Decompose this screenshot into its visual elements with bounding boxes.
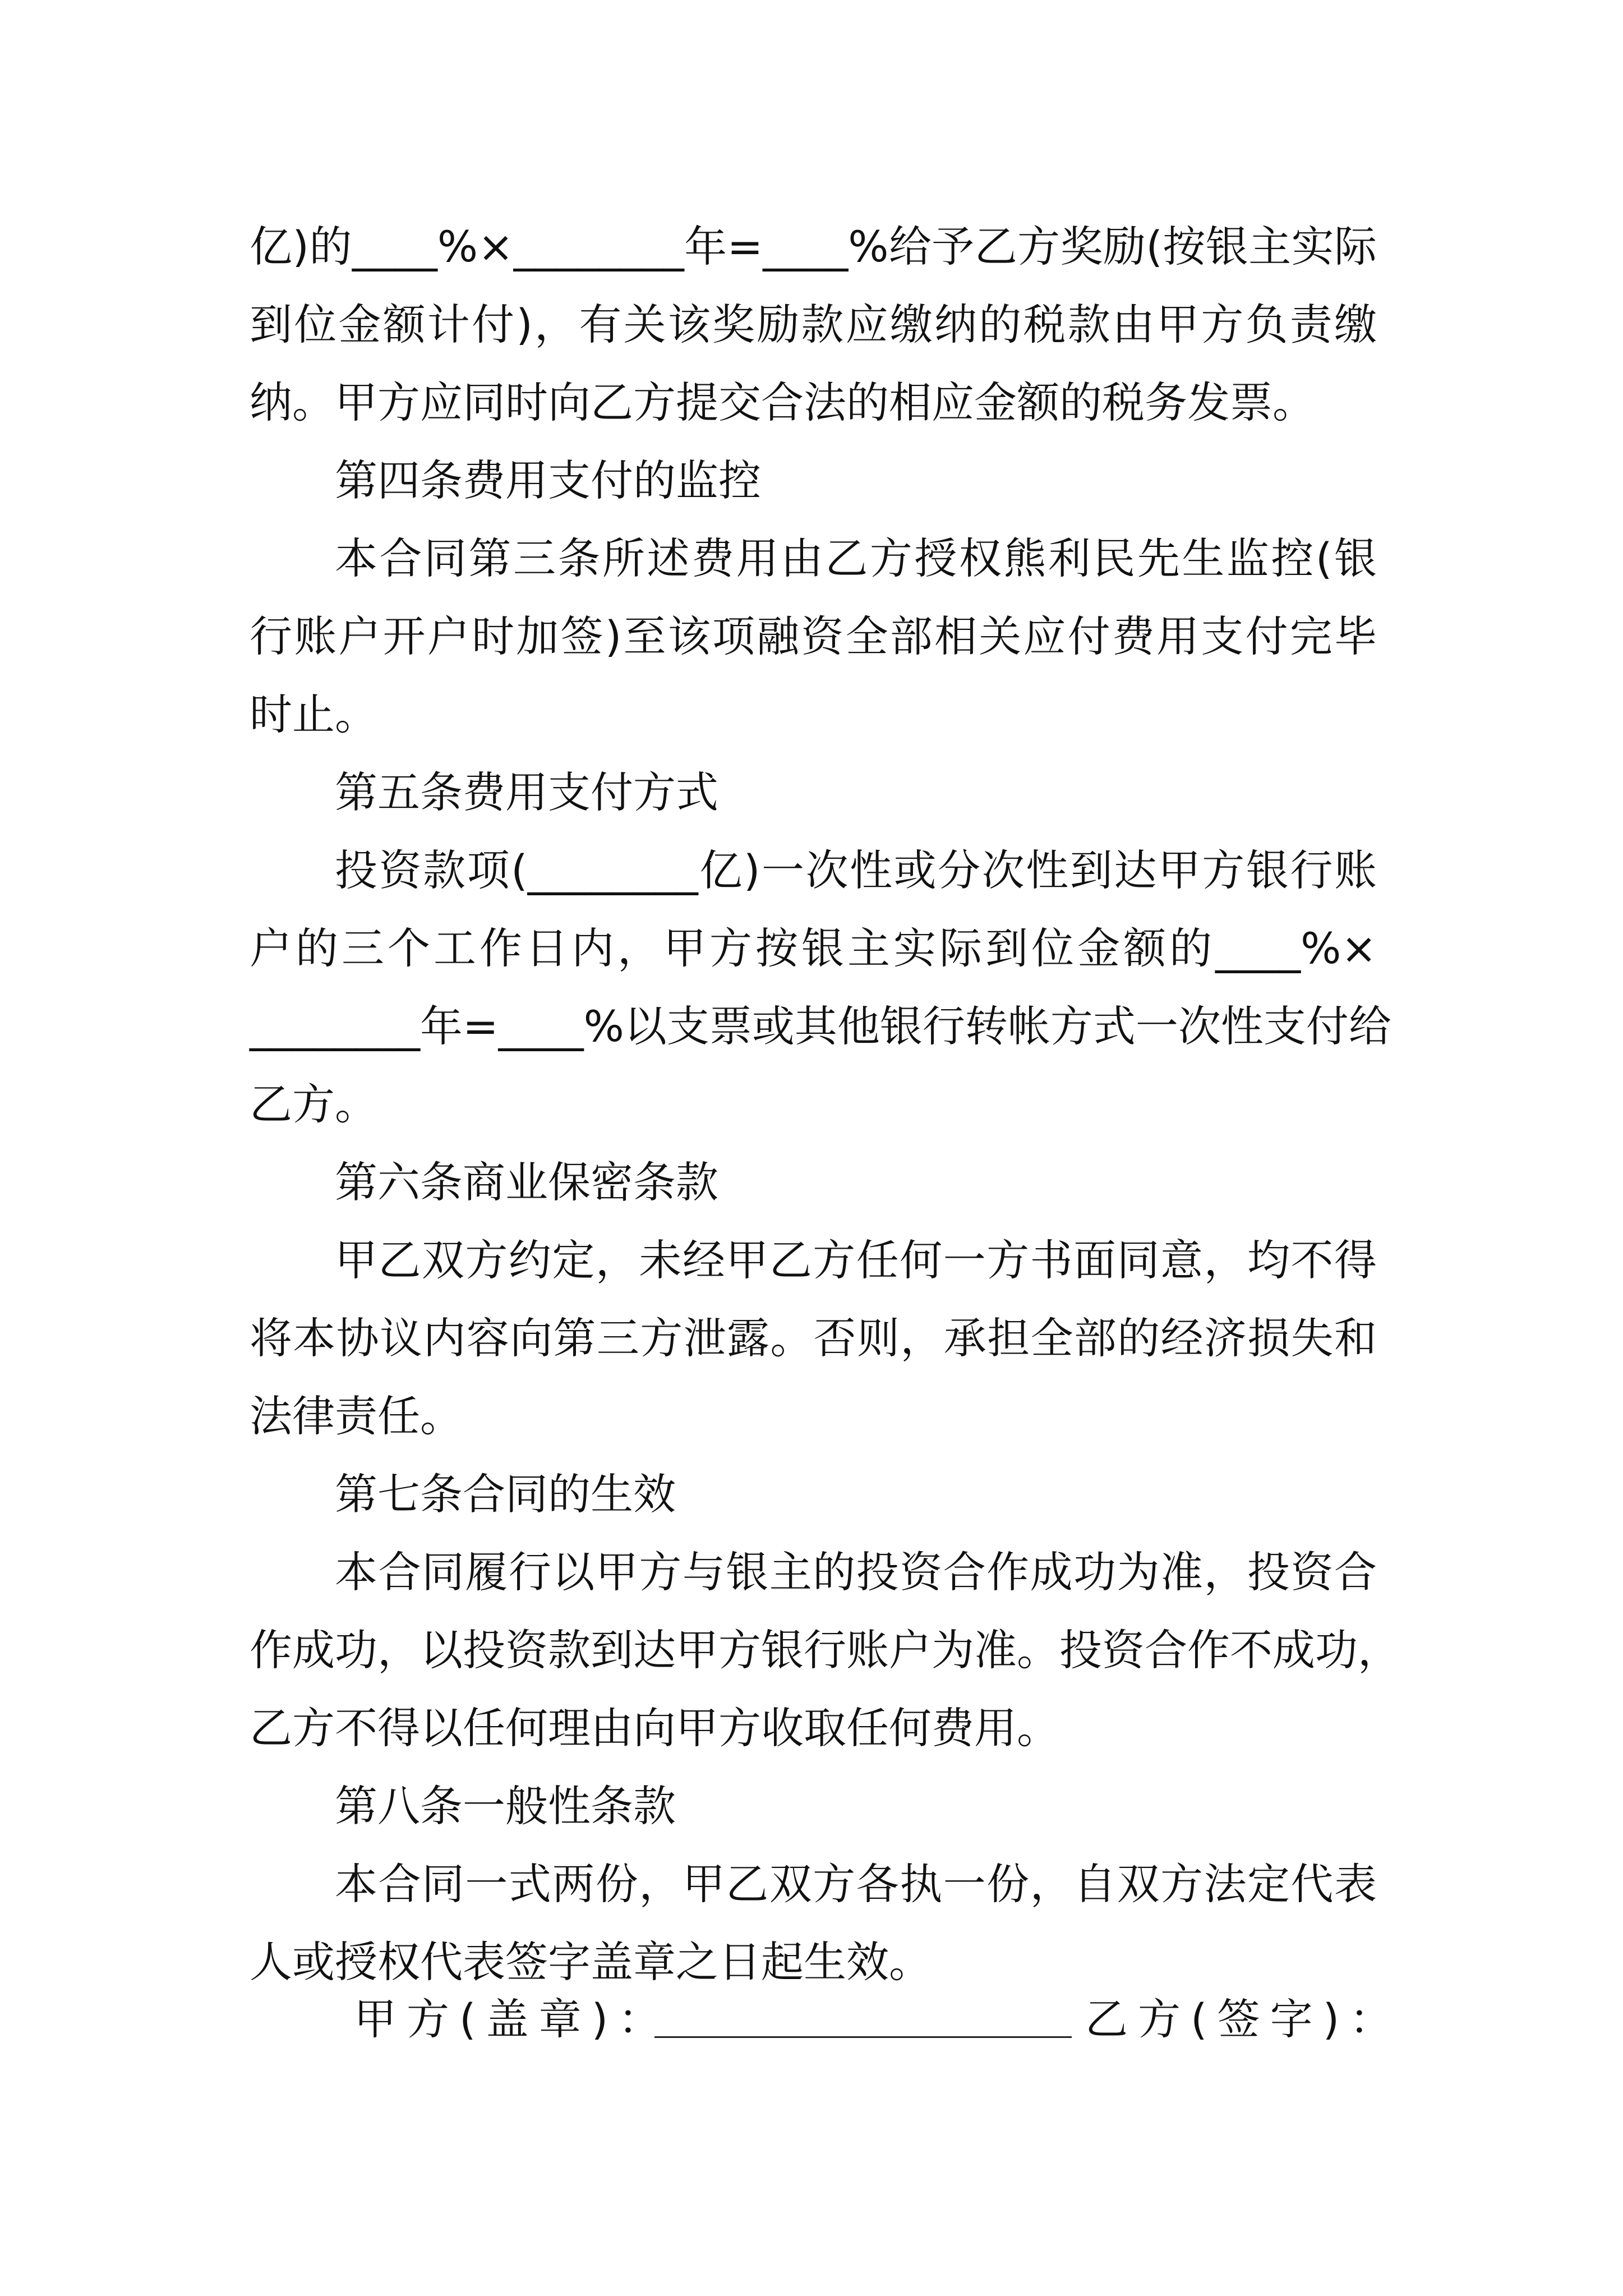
text-line: 本合同履行以甲方与银主的投资合作成功为准，投资合 <box>335 1547 1377 1597</box>
text-line: 本合同第三条所述费用由乙方授权熊利民先生监控(银 <box>335 533 1377 583</box>
text-line: 纳。甲方应同时向乙方提交合法的相应金额的税务发票。 <box>250 378 1315 427</box>
text-line: 乙方。 <box>250 1079 377 1129</box>
article-heading: 第八条一般性条款 <box>335 1781 676 1831</box>
party-b-signature-label: 乙方(签字)： <box>1085 1994 1403 2044</box>
text-line: 乙方不得以任何理由向甲方收取任何费用。 <box>250 1703 1059 1753</box>
document-body <box>250 208 1400 2001</box>
article-heading: 第七条合同的生效 <box>335 1469 676 1519</box>
party-a-signature-line <box>654 2036 1072 2038</box>
text-line: 法律责任。 <box>250 1391 463 1441</box>
article-heading: 第六条商业保密条款 <box>335 1157 718 1207</box>
text-line: 户的三个工作日内，甲方按银主实际到位金额的____%× <box>250 923 1377 973</box>
text-line: 将本协议内容向第三方泄露。否则，承担全部的经济损失和 <box>250 1313 1377 1363</box>
text-line: 投资款项(________亿)一次性或分次性到达甲方银行账 <box>335 845 1377 895</box>
article-heading: 第四条费用支付的监控 <box>335 455 761 505</box>
text-line: 亿)的____%×________年=____%给予乙方奖励(按银主实际 <box>250 222 1377 272</box>
text-line: 作成功，以投资款到达甲方银行账户为准。投资合作不成功， <box>250 1625 1400 1675</box>
text-line: 时止。 <box>250 689 377 739</box>
article-heading: 第五条费用支付方式 <box>335 767 718 817</box>
text-line: 到位金额计付)，有关该奖励款应缴纳的税款由甲方负责缴 <box>250 300 1377 349</box>
text-line: ________年=____%以支票或其他银行转帐方式一次性支付给 <box>250 1001 1391 1051</box>
text-line: 人或授权代表签字盖章之日起生效。 <box>250 1937 932 1987</box>
text-line: 甲乙双方约定，未经甲乙方任何一方书面同意，均不得 <box>335 1235 1377 1285</box>
text-line: 行账户开户时加签)至该项融资全部相关应付费用支付完毕 <box>250 611 1377 661</box>
party-a-seal-label: 甲方(盖章)： <box>354 1994 671 2044</box>
signature-row <box>250 1980 1403 2059</box>
text-line: 本合同一式两份，甲乙双方各执一份，自双方法定代表 <box>335 1859 1377 1909</box>
